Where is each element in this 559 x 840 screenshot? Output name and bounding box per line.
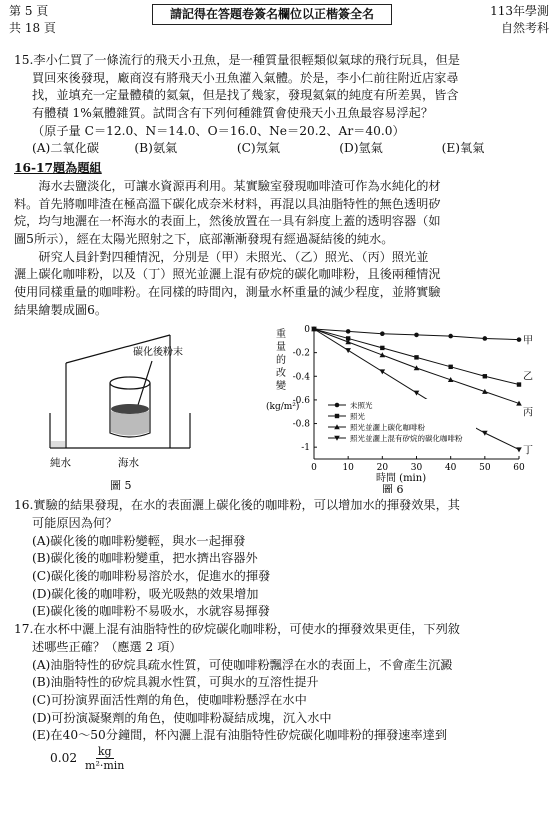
exam-subject: 自然考科: [500, 21, 549, 35]
fig5-label-pure: 純水: [50, 457, 71, 470]
fig6-point: [414, 355, 418, 359]
q15-number: 15.: [14, 53, 34, 67]
fig5-pure-water: [51, 441, 65, 447]
group-line: 結果繪製成圖6。: [14, 302, 108, 317]
group-title: 16-17題為題組: [14, 161, 102, 176]
fig6-point: [516, 448, 522, 453]
q16-number: 16.: [14, 498, 34, 513]
exam-info: [490, 3, 549, 37]
q15-option-a[interactable]: (A)二氧化碳: [32, 141, 100, 156]
q17-rate-value: 0.02: [50, 750, 78, 765]
fig6-x-tick-label: 10: [342, 463, 354, 474]
q15-line: 買回來後發現，廠商沒有將飛天小丑魚灌入氣體。於是，李小仁前往附近店家尋: [32, 70, 459, 85]
figure-5: [40, 323, 220, 493]
fig6-point: [517, 338, 522, 343]
fig6-x-tick-label: 20: [376, 463, 389, 474]
group-line: 圖5所示），經在太陽光照射之下，底部漸漸發現有經過凝結後的純水。: [14, 231, 394, 246]
q17-option-d[interactable]: (D)可扮演凝聚劑的角色，使咖啡粉凝結成塊，沉入水中: [32, 710, 332, 725]
fig5-caption: 圖 5: [110, 479, 132, 493]
fig6-legend-label: 未照光: [350, 401, 373, 411]
q16-option-d[interactable]: (D)碳化後的咖啡粉，吸光吸熱的效果增加: [32, 586, 259, 601]
fig6-y-tick-label: -0.2: [292, 348, 310, 359]
figure-6: [254, 323, 554, 493]
fig6-series-label: 乙: [523, 371, 533, 383]
exam-year: 113年學測: [490, 4, 549, 18]
fig6-series-label: 甲: [523, 335, 533, 347]
fig6-xlabel: 時間 (min): [376, 473, 427, 485]
fig6-point: [448, 365, 452, 369]
group-paragraph-2: [14, 249, 544, 320]
fig6-point: [380, 346, 384, 350]
q16-line: 可能原因為何？: [32, 516, 118, 530]
fig6-x-tick-label: 40: [444, 463, 457, 474]
fig6-legend-label: 照光並灑上碳化咖啡粉: [350, 423, 425, 433]
fig6-legend-label: 照光: [350, 412, 365, 422]
fig6-point: [380, 332, 385, 337]
q16-line: 實驗的結果發現，在水的表面灑上碳化後的咖啡粉，可以增加水的揮發效果，其: [33, 498, 460, 513]
fig5-seawater: [111, 411, 149, 436]
q15-atomic-mass: （原子量 C＝12.0、N＝14.0、O＝16.0、Ne＝20.2、Ar＝40.0）: [32, 123, 405, 138]
fig6-point: [483, 336, 488, 341]
fig6-ylabel-char: 變: [276, 381, 286, 393]
q17-rate: [14, 745, 544, 772]
fig6-ylabel: [275, 327, 286, 392]
q15-option-b[interactable]: (B)氨氣: [134, 141, 178, 156]
q15-option-c[interactable]: (C)氖氣: [236, 141, 281, 156]
q16-option-e[interactable]: (E)碳化後的咖啡粉不易吸水，水就容易揮發: [32, 604, 270, 619]
page-content: [14, 52, 544, 772]
group-line: 烷，均勻地灑在一杯海水的表面上，然後放置在一具有斜度上蓋的透明容器（如: [14, 214, 441, 229]
q15-line: 李小仁買了一條流行的飛天小丑魚，是一種質量很輕類似氣球的飛行玩具，但是: [33, 53, 460, 67]
figures: [14, 323, 544, 493]
page-total: 共 18 頁: [9, 21, 56, 35]
fig6-x-tick-label: 60: [513, 463, 525, 474]
group-line: 海水去鹽淡化，可讓水資源再利用。某實驗室發現咖啡渣可作為水純化的材: [38, 178, 441, 193]
q17-line: 在水杯中灑上混有油脂特性的矽烷碳化咖啡粉，可使水的揮發效果更佳，下列敘: [33, 622, 460, 637]
page-number: 第 5 頁: [9, 4, 49, 18]
q17-rate-unit: [85, 745, 124, 772]
fig6-y-tick-label: -0.8: [292, 419, 310, 430]
fig6-series-label: 丁: [523, 445, 533, 457]
fig6-point: [380, 370, 386, 375]
group-line: 研究人員針對四種情況，分別是（甲）未照光、（乙）照光、（丙）照光並: [38, 249, 429, 264]
q17-line: 述哪些正確？（應選 2 項）: [32, 639, 182, 654]
fig6-point: [482, 431, 488, 436]
fig5-label-powder: 碳化後粉末: [133, 347, 183, 359]
fig5-label-sea: 海水: [118, 457, 139, 470]
fig6-y-tick-label: -0.4: [292, 372, 310, 383]
q17-option-e[interactable]: (E)在40～50分鐘間，杯內灑上混有油脂特性矽烷碳化咖啡粉的揮發速率達到: [32, 728, 448, 743]
q16-option-c[interactable]: (C)碳化後的咖啡粉易溶於水，促進水的揮發: [32, 569, 271, 584]
question-16: [14, 497, 544, 621]
fig6-series-label: 丙: [523, 407, 533, 419]
fig6-y-tick-label: -1: [301, 443, 310, 454]
q15-line: 有體積 1%氣體雜質。試問含有下列何種雜質會使飛天小丑魚最容易浮起？: [32, 106, 434, 121]
q17-option-a[interactable]: (A)油脂特性的矽烷具疏水性質，可使咖啡粉飄浮在水的表面上，不會產生沉澱: [32, 657, 453, 672]
signature-notice: 請記得在答題卷簽名欄位以正楷簽全名: [152, 4, 392, 25]
question-15: [14, 52, 544, 158]
group-line: 灑上碳化咖啡粉，以及（丁）照光並灑上混有矽烷的碳化咖啡粉，且後兩種情況: [14, 267, 441, 282]
fig6-point: [414, 391, 420, 396]
fig6-y-tick-label: -0.6: [292, 396, 310, 407]
group-line: 使用同樣重量的咖啡粉。在同樣的時間內，測量水杯重量的減少程度，並將實驗: [14, 284, 441, 299]
q17-rate-den: m²·min: [85, 758, 125, 772]
fig6-caption: 圖 6: [382, 483, 404, 494]
fig6-point: [335, 414, 339, 418]
fig6-ylabel-char: 的: [276, 355, 286, 367]
q16-option-a[interactable]: (A)碳化後的咖啡粉變輕，與水一起揮發: [32, 533, 246, 548]
fig6-point: [346, 329, 351, 334]
fig5-powder-layer: [111, 404, 149, 414]
fig6-ylabel-char: 改: [276, 368, 286, 380]
fig6-point: [335, 403, 340, 408]
fig6-x-tick-label: 50: [479, 463, 491, 474]
fig6-point: [483, 374, 487, 378]
q17-number: 17.: [14, 622, 34, 637]
fig6-x-tick-label: 0: [311, 463, 317, 474]
fig6-y-tick-label: 0: [304, 325, 310, 336]
fig6-x-tick-label: 30: [410, 463, 423, 474]
q17-option-b[interactable]: (B)油脂特性的矽烷具親水性質，可與水的互溶性提升: [32, 675, 319, 690]
fig6-ylabel-char: 量: [276, 342, 286, 354]
q15-line: 找，並填充一定量體積的氦氣，但是找了幾家，發現氦氣的純度有所差異，皆含: [32, 88, 459, 103]
q17-option-c[interactable]: (C)可扮演界面活性劑的角色，使咖啡粉懸浮在水中: [32, 692, 307, 707]
group-line: 料。首先將咖啡渣在極高溫下碳化成奈米材料，再混以具油脂特性的無色透明矽: [14, 196, 441, 211]
q15-options: [14, 140, 544, 158]
group-paragraph-1: [14, 178, 544, 249]
q15-option-d[interactable]: (D)氫氣: [339, 141, 383, 156]
fig6-point: [448, 334, 453, 339]
fig6-ylabel-char: 重: [276, 329, 286, 341]
fig6-point: [414, 333, 419, 338]
page-info: [9, 3, 56, 37]
fig6-yunit: (kg/m²): [266, 402, 300, 413]
fig6-point: [345, 348, 351, 353]
q17-rate-num: kg: [97, 744, 112, 758]
q15-option-e[interactable]: (E)氧氣: [441, 141, 485, 156]
question-17: [14, 621, 544, 772]
fig6-legend-label: 照光並灑上混有矽烷的碳化咖啡粉: [350, 434, 463, 444]
fig6-point: [517, 383, 521, 387]
q16-option-b[interactable]: (B)碳化後的咖啡粉變重，把水擠出容器外: [32, 551, 258, 566]
